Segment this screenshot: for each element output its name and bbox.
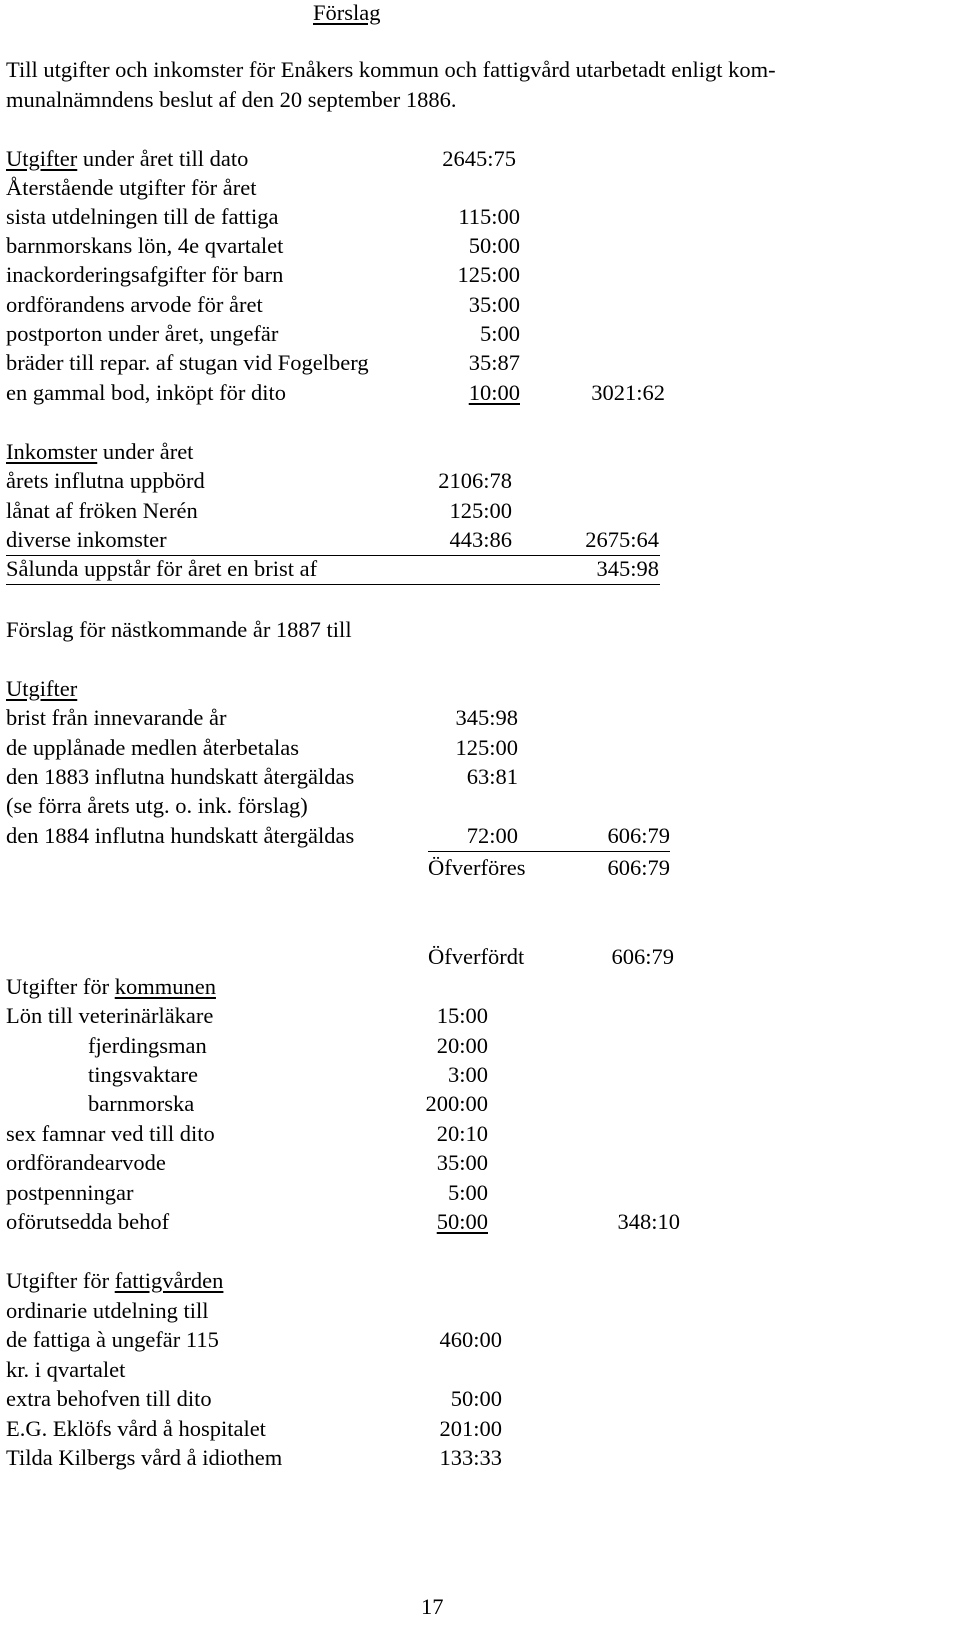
row-value: 72:00 <box>466 823 518 848</box>
row-value: 201:00 <box>439 1416 502 1441</box>
municipality-total: 348:10 <box>617 1209 680 1234</box>
proposal-expenses-heading: Utgifter <box>6 676 78 701</box>
expenses-to-date-value: 2645:75 <box>442 146 516 171</box>
row-label: en gammal bod, inköpt för dito <box>6 380 286 405</box>
row-value: 125:00 <box>449 498 512 523</box>
row-label: tingsvaktare <box>88 1062 198 1087</box>
proposal-heading: Förslag för nästkommande år 1887 till <box>6 617 352 642</box>
row-label: postpenningar <box>6 1180 134 1205</box>
proposal-underline-rule <box>428 851 670 852</box>
row-label: barnmorskans lön, 4e qvartalet <box>6 233 284 258</box>
row-label: oförutsedda behof <box>6 1209 170 1234</box>
remaining-expenses-label: Återstående utgifter för året <box>6 175 257 200</box>
row-label: ordinarie utdelning till <box>6 1298 209 1323</box>
row-value: 443:86 <box>449 527 512 552</box>
intro-line-2: munalnämndens beslut af den 20 september 1886. <box>6 87 457 112</box>
expenses-heading <box>6 144 248 174</box>
row-label: den 1883 influtna hundskatt återgäldas <box>6 764 355 789</box>
row-label: Tilda Kilbergs vård å idiothem <box>6 1445 283 1470</box>
row-label: de upplånade medlen återbetalas <box>6 735 299 760</box>
row-value: 50:00 <box>468 233 520 258</box>
row-label: Lön till veterinärläkare <box>6 1003 214 1028</box>
row-label: sex famnar ved till dito <box>6 1121 215 1146</box>
municipality-heading-underlined: kommunen <box>114 974 216 999</box>
income-total: 2675:64 <box>585 527 659 552</box>
row-value: 35:00 <box>468 292 520 317</box>
row-label: bräder till repar. af stugan vid Fogelberg <box>6 350 369 375</box>
row-value: 460:00 <box>439 1327 502 1352</box>
row-label: diverse inkomster <box>6 527 167 552</box>
income-heading-underlined: Inkomster <box>6 439 98 464</box>
row-value: 63:81 <box>466 764 518 789</box>
row-value: 125:00 <box>455 735 518 760</box>
row-label: E.G. Eklöfs vård å hospitalet <box>6 1416 266 1441</box>
carry-forward-value: 606:79 <box>607 855 670 880</box>
deficit-underline-rule <box>6 584 660 585</box>
carried-forward-value: 606:79 <box>611 944 674 969</box>
row-value: 2106:78 <box>438 468 512 493</box>
row-label: barnmorska <box>88 1091 195 1116</box>
carry-forward-label: Öfverföres <box>428 855 526 880</box>
expenses-heading-underlined: Utgifter <box>6 146 78 171</box>
deficit-value: 345:98 <box>596 556 659 581</box>
municipality-heading <box>6 972 216 1002</box>
row-value: 200:00 <box>425 1091 488 1116</box>
row-label: sista utdelningen till de fattiga <box>6 204 279 229</box>
row-value: 20:10 <box>436 1121 488 1146</box>
row-value: 50:00 <box>436 1209 488 1234</box>
row-value: 345:98 <box>455 705 518 730</box>
row-label: den 1884 influtna hundskatt återgäldas <box>6 823 355 848</box>
row-value: 133:33 <box>439 1445 502 1470</box>
row-label: extra behofven till dito <box>6 1386 212 1411</box>
row-value: 125:00 <box>457 262 520 287</box>
income-heading-rest: under året <box>97 439 194 464</box>
poor-relief-heading <box>6 1266 223 1296</box>
row-value: 3:00 <box>447 1062 488 1087</box>
row-label: brist från innevarande år <box>6 705 227 730</box>
row-label: fjerdingsman <box>88 1033 207 1058</box>
row-value: 35:00 <box>436 1150 488 1175</box>
row-label: kr. i qvartalet <box>6 1357 126 1382</box>
row-value: 5:00 <box>479 321 520 346</box>
row-label: årets influtna uppbörd <box>6 468 205 493</box>
page-number: 17 <box>421 1594 444 1619</box>
carried-forward-label: Öfverfördt <box>428 944 525 969</box>
row-label: inackorderingsafgifter för barn <box>6 262 284 287</box>
row-label: de fattiga à ungefär 115 <box>6 1327 219 1352</box>
poor-relief-heading-underlined: fattigvården <box>114 1268 224 1293</box>
row-label: postporton under året, ungefär <box>6 321 279 346</box>
row-value: 10:00 <box>468 380 520 405</box>
income-heading <box>6 437 193 467</box>
row-label: (se förra årets utg. o. ink. förslag) <box>6 793 308 818</box>
row-label: ordförandearvode <box>6 1150 166 1175</box>
row-value: 15:00 <box>436 1003 488 1028</box>
row-value: 35:87 <box>468 350 520 375</box>
row-value: 5:00 <box>447 1180 488 1205</box>
expenses-total: 3021:62 <box>591 380 665 405</box>
expenses-heading-rest: under året till dato <box>77 146 249 171</box>
intro-line-1: Till utgifter och inkomster för Enåkers kommun och fattigvård utarbetadt enligt kom- <box>6 57 776 82</box>
row-value: 50:00 <box>450 1386 502 1411</box>
row-label: lånat af fröken Nerén <box>6 498 198 523</box>
page-title: Förslag <box>313 0 381 25</box>
municipality-heading-prefix: Utgifter för <box>6 974 115 999</box>
row-value: 20:00 <box>436 1033 488 1058</box>
row-label: ordförandens arvode för året <box>6 292 263 317</box>
poor-relief-heading-prefix: Utgifter för <box>6 1268 115 1293</box>
deficit-label: Sålunda uppstår för året en brist af <box>6 556 318 581</box>
row-value: 115:00 <box>458 204 520 229</box>
proposal-expenses-total: 606:79 <box>607 823 670 848</box>
